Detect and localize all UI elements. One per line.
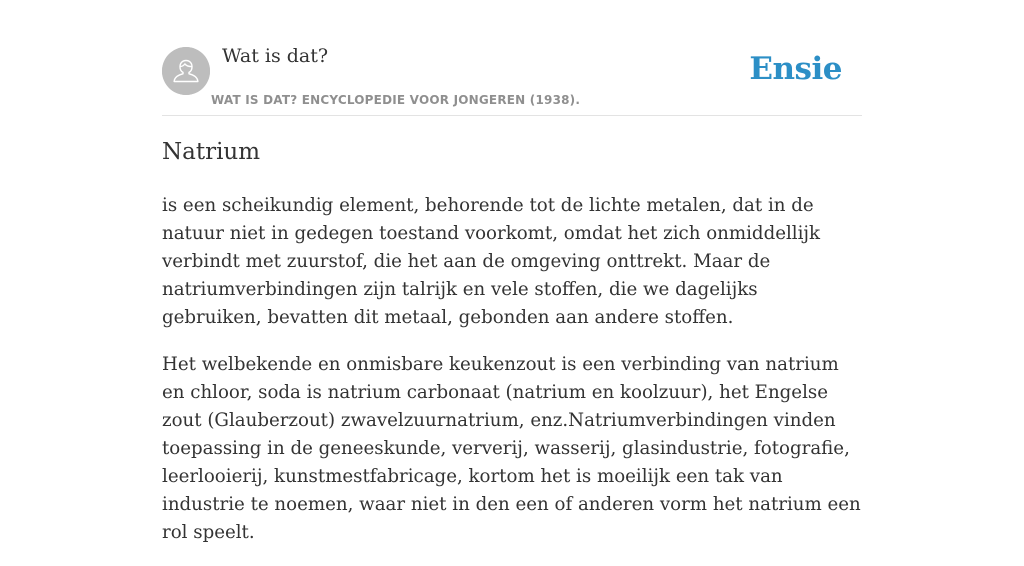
avatar[interactable] — [162, 47, 210, 95]
source-header — [162, 0, 862, 116]
user-icon — [162, 47, 210, 95]
entry-title: Natrium — [162, 139, 261, 165]
source-subtitle: WAT IS DAT? ENCYCLOPEDIE VOOR JONGEREN (1938). — [211, 93, 581, 107]
ensie-logo[interactable]: Ensie — [749, 51, 842, 87]
content-container — [162, 0, 862, 543]
entry-paragraph: is een scheikundig element, behorende tot de lichte metalen, dat in de natuur niet in gedegen toestand voorkomt, omdat het zich onmiddellijk verbindt met zuurstof, die het aan de omgeving onttrekt. Maar de natriumverbindingen zijn talrijk en vele stoffen, die we dagelijks gebruiken, bevatten dit metaal, gebonden aan andere stoffen. — [162, 195, 821, 328]
source-title[interactable]: Wat is dat? — [222, 45, 329, 67]
entry-paragraph: Het welbekende en onmisbare keukenzout is een verbinding van natrium en chloor, soda is natrium carbonaat (natrium en koolzuur), het Engelse zout (Glauberzout) zwavelzuurnatrium, enz.Natriumverbindingen vinden toepassing in de geneeskunde, ververij, wasserij, glasindustrie, fotografie, leerlooierij, kunstmestfabricage, kortom het is moeilijk een tak van industrie te noemen, waar niet in den een of anderen vorm het natrium een rol speelt. — [162, 354, 861, 543]
entry-body — [162, 192, 862, 566]
